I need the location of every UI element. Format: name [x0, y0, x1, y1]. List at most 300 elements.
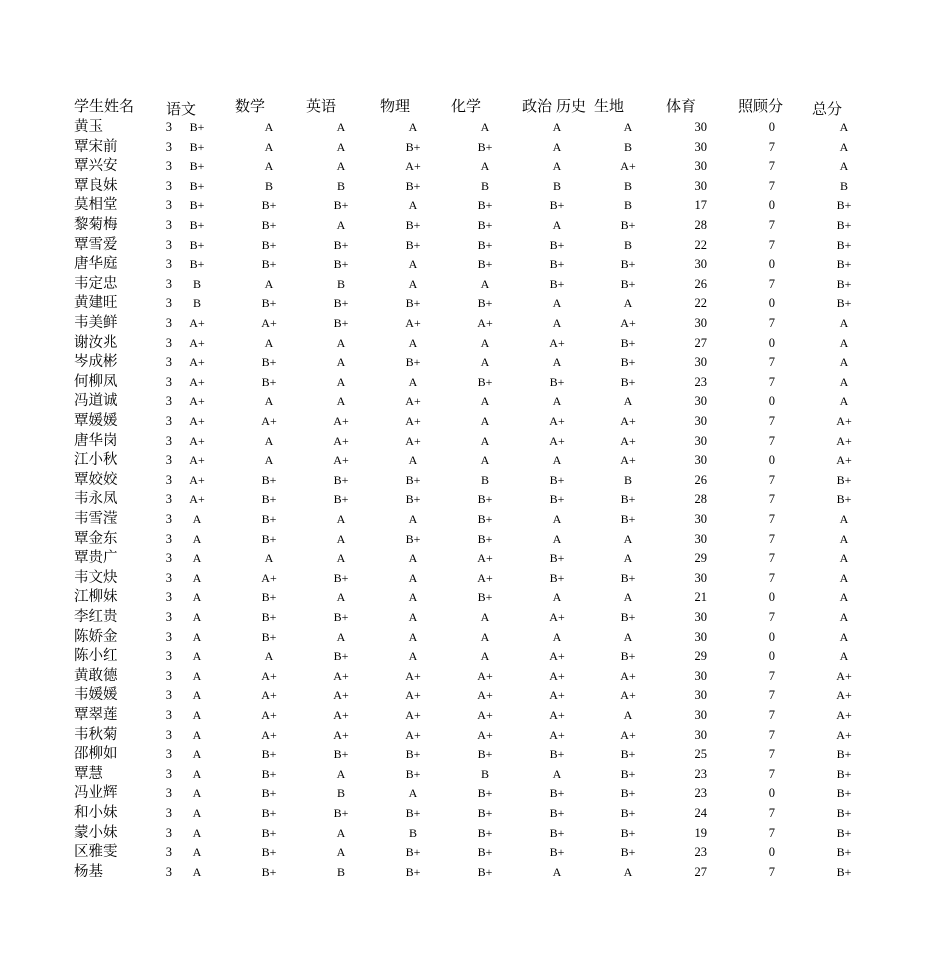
- class-number: 3: [165, 316, 172, 330]
- bonus-score: 7: [768, 688, 775, 703]
- class-number: 3: [165, 257, 172, 272]
- english-grade: B+: [333, 610, 349, 624]
- chinese-grade: A+: [189, 453, 205, 468]
- bonus-score: 0: [768, 120, 775, 134]
- chinese-grade: B+: [189, 139, 205, 154]
- physics-grade: B+: [405, 747, 421, 762]
- politics-history-grade: A: [552, 159, 562, 174]
- chemistry-grade: A: [480, 610, 490, 624]
- class-number: 3: [165, 218, 172, 232]
- chinese-grade: A: [192, 747, 202, 762]
- student-name: 韦秋菊: [74, 726, 118, 743]
- chemistry-grade: B+: [477, 747, 493, 762]
- total-grade: B+: [836, 747, 852, 762]
- english-grade: A+: [333, 668, 349, 683]
- class-number: 3: [165, 512, 172, 526]
- chinese-grade: A: [192, 551, 202, 566]
- chinese-grade: A: [192, 708, 202, 722]
- total-grade: B+: [836, 825, 852, 840]
- physics-grade: A+: [405, 394, 421, 409]
- politics-history-grade: A: [552, 453, 562, 468]
- politics-history-grade: A: [552, 766, 562, 781]
- header-pe: 体育: [666, 97, 697, 115]
- geo-bio-grade: B+: [620, 747, 636, 762]
- physics-grade: A: [408, 610, 418, 624]
- pe-score: 30: [694, 394, 707, 409]
- chemistry-grade: B: [480, 472, 489, 487]
- chemistry-grade: B+: [477, 845, 493, 860]
- pe-score: 22: [694, 296, 707, 311]
- header-english: 英语: [306, 97, 337, 115]
- table-row: [0, 745, 951, 765]
- geo-bio-grade: B+: [620, 649, 636, 664]
- pe-score: 27: [694, 864, 707, 879]
- class-number: 3: [165, 610, 172, 624]
- class-number: 3: [165, 159, 172, 174]
- student-name: 黎菊梅: [74, 217, 118, 233]
- chemistry-grade: B+: [477, 198, 493, 213]
- geo-bio-grade: A: [623, 629, 633, 644]
- pe-score: 29: [694, 551, 707, 566]
- physics-grade: A+: [405, 414, 421, 428]
- chemistry-grade: B+: [477, 257, 493, 272]
- english-grade: B+: [333, 296, 349, 311]
- politics-history-grade: B+: [549, 806, 565, 820]
- total-grade: B+: [836, 786, 852, 801]
- chinese-grade: B: [192, 276, 201, 291]
- class-number: 3: [165, 786, 172, 801]
- class-number: 3: [165, 845, 172, 860]
- geo-bio-grade: B+: [620, 766, 636, 781]
- student-name: 唐华庭: [74, 256, 118, 273]
- student-name: 岑成彬: [74, 354, 118, 371]
- physics-grade: B+: [405, 531, 421, 546]
- table-row: [0, 373, 951, 393]
- politics-history-grade: B+: [549, 747, 565, 762]
- geo-bio-grade: B+: [620, 257, 636, 272]
- class-number: 3: [165, 806, 172, 820]
- politics-history-grade: A: [552, 512, 562, 526]
- bonus-score: 7: [768, 316, 775, 330]
- table-row: [0, 824, 951, 844]
- student-name: 韦永凤: [74, 491, 118, 508]
- math-grade: B+: [261, 845, 277, 860]
- physics-grade: A+: [405, 159, 421, 174]
- math-grade: A+: [261, 708, 277, 722]
- physics-grade: B+: [405, 178, 421, 193]
- header-student-name: 学生姓名: [74, 97, 135, 115]
- bonus-score: 0: [768, 845, 775, 860]
- bonus-score: 7: [768, 610, 775, 624]
- politics-history-grade: A: [552, 394, 562, 409]
- chemistry-grade: A+: [477, 316, 493, 330]
- pe-score: 21: [694, 590, 707, 605]
- pe-score: 30: [694, 727, 707, 742]
- student-name: 覃宋前: [74, 138, 118, 155]
- physics-grade: B: [408, 825, 417, 840]
- pe-score: 17: [694, 198, 707, 213]
- pe-score: 30: [694, 531, 707, 546]
- geo-bio-grade: A+: [620, 433, 636, 448]
- geo-bio-grade: A+: [620, 688, 636, 703]
- table-row: [0, 353, 951, 373]
- politics-history-grade: B+: [549, 472, 565, 487]
- english-grade: B+: [333, 237, 349, 252]
- student-name: 李红贵: [74, 609, 118, 625]
- total-grade: B+: [836, 276, 852, 291]
- politics-history-grade: A: [552, 355, 562, 370]
- pe-score: 30: [694, 178, 707, 193]
- english-grade: A+: [333, 727, 349, 742]
- physics-grade: A: [408, 198, 418, 213]
- physics-grade: A: [408, 257, 418, 272]
- pe-score: 26: [694, 472, 707, 487]
- class-number: 3: [165, 649, 172, 664]
- student-name: 江小秋: [74, 452, 118, 469]
- physics-grade: B+: [405, 237, 421, 252]
- geo-bio-grade: B+: [620, 374, 636, 389]
- header-total: 总分: [812, 100, 843, 118]
- math-grade: A: [264, 453, 274, 468]
- pe-score: 28: [694, 218, 707, 232]
- english-grade: A+: [333, 688, 349, 703]
- bonus-score: 7: [768, 139, 775, 154]
- table-row: [0, 549, 951, 569]
- table-row: [0, 334, 951, 354]
- politics-history-grade: A: [552, 120, 562, 134]
- chinese-grade: A: [192, 864, 202, 879]
- geo-bio-grade: A: [623, 394, 633, 409]
- physics-grade: A: [408, 453, 418, 468]
- pe-score: 26: [694, 276, 707, 291]
- student-name: 冯业辉: [74, 785, 118, 802]
- politics-history-grade: A: [552, 296, 562, 311]
- bonus-score: 0: [768, 786, 775, 801]
- english-grade: A: [336, 512, 346, 526]
- bonus-score: 7: [768, 531, 775, 546]
- student-name: 覃媛媛: [74, 413, 118, 429]
- chemistry-grade: A+: [477, 570, 493, 585]
- chinese-grade: A+: [189, 335, 205, 350]
- chinese-grade: B+: [189, 120, 205, 134]
- total-grade: A: [839, 551, 849, 566]
- geo-bio-grade: A: [623, 708, 633, 722]
- class-number: 3: [165, 825, 172, 840]
- politics-history-grade: B+: [549, 845, 565, 860]
- politics-history-grade: A+: [549, 708, 565, 722]
- table-row: [0, 608, 951, 628]
- geo-bio-grade: B+: [620, 806, 636, 820]
- english-grade: A: [336, 825, 346, 840]
- student-name: 覃金东: [74, 530, 118, 547]
- class-number: 3: [165, 747, 172, 762]
- pe-score: 22: [694, 237, 707, 252]
- total-grade: A: [839, 394, 849, 409]
- physics-grade: B+: [405, 472, 421, 487]
- geo-bio-grade: B+: [620, 355, 636, 370]
- pe-score: 30: [694, 433, 707, 448]
- geo-bio-grade: A+: [620, 453, 636, 468]
- chemistry-grade: A+: [477, 727, 493, 742]
- chinese-grade: A: [192, 688, 202, 703]
- physics-grade: B+: [405, 492, 421, 507]
- table-row: [0, 216, 951, 236]
- geo-bio-grade: A: [623, 120, 633, 134]
- chemistry-grade: B+: [477, 139, 493, 154]
- geo-bio-grade: A: [623, 864, 633, 879]
- bonus-score: 7: [768, 668, 775, 683]
- math-grade: A+: [261, 570, 277, 585]
- geo-bio-grade: A+: [620, 414, 636, 428]
- math-grade: B+: [261, 786, 277, 801]
- math-grade: B+: [261, 492, 277, 507]
- class-number: 3: [165, 198, 172, 213]
- math-grade: A: [264, 120, 274, 134]
- physics-grade: A+: [405, 668, 421, 683]
- student-name: 蒙小妹: [74, 824, 118, 841]
- bonus-score: 0: [768, 629, 775, 644]
- english-grade: A: [336, 355, 346, 370]
- chinese-grade: A: [192, 786, 202, 801]
- chemistry-grade: A: [480, 335, 490, 350]
- bonus-score: 7: [768, 178, 775, 193]
- physics-grade: B+: [405, 845, 421, 860]
- geo-bio-grade: B+: [620, 276, 636, 291]
- student-name: 韦定忠: [74, 275, 118, 292]
- table-row: [0, 569, 951, 589]
- table-row: [0, 275, 951, 295]
- english-grade: A: [336, 590, 346, 605]
- bonus-score: 7: [768, 864, 775, 879]
- total-grade: B+: [836, 492, 852, 507]
- chemistry-grade: B+: [477, 531, 493, 546]
- pe-score: 23: [694, 374, 707, 389]
- math-grade: A: [264, 159, 274, 174]
- physics-grade: A: [408, 374, 418, 389]
- total-grade: A: [839, 629, 849, 644]
- class-number: 3: [165, 296, 172, 311]
- pe-score: 30: [694, 414, 707, 428]
- total-grade: A+: [836, 727, 852, 742]
- student-name: 邵柳如: [74, 746, 118, 763]
- pe-score: 29: [694, 649, 707, 664]
- student-name: 韦文炔: [74, 569, 118, 586]
- pe-score: 19: [694, 825, 707, 840]
- chemistry-grade: B+: [477, 218, 493, 232]
- chemistry-grade: A+: [477, 708, 493, 722]
- english-grade: A: [336, 335, 346, 350]
- physics-grade: A+: [405, 433, 421, 448]
- chinese-grade: B+: [189, 257, 205, 272]
- total-grade: A: [839, 355, 849, 370]
- student-name: 覃贵广: [74, 550, 118, 567]
- geo-bio-grade: B: [623, 139, 632, 154]
- chinese-grade: A: [192, 590, 202, 605]
- chemistry-grade: B+: [477, 296, 493, 311]
- bonus-score: 7: [768, 492, 775, 507]
- english-grade: B+: [333, 257, 349, 272]
- header-chinese: 语文: [166, 100, 197, 118]
- table-row: [0, 432, 951, 452]
- bonus-score: 0: [768, 453, 775, 468]
- pe-score: 23: [694, 845, 707, 860]
- chinese-grade: A: [192, 649, 202, 664]
- geo-bio-grade: A: [623, 296, 633, 311]
- chemistry-grade: A: [480, 433, 490, 448]
- politics-history-grade: A: [552, 139, 562, 154]
- politics-history-grade: B+: [549, 374, 565, 389]
- bonus-score: 7: [768, 355, 775, 370]
- chinese-grade: A+: [189, 492, 205, 507]
- politics-history-grade: A: [552, 864, 562, 879]
- bonus-score: 0: [768, 394, 775, 409]
- student-name: 覃姣姣: [74, 471, 118, 488]
- pe-score: 30: [694, 708, 707, 722]
- english-grade: A: [336, 394, 346, 409]
- bonus-score: 7: [768, 414, 775, 428]
- math-grade: A: [264, 139, 274, 154]
- total-grade: A: [839, 120, 849, 134]
- student-name: 陈小红: [74, 648, 118, 665]
- geo-bio-grade: B: [623, 237, 632, 252]
- math-grade: B+: [261, 747, 277, 762]
- total-grade: A: [839, 531, 849, 546]
- class-number: 3: [165, 276, 172, 291]
- bonus-score: 0: [768, 198, 775, 213]
- geo-bio-grade: B: [623, 198, 632, 213]
- chinese-grade: A: [192, 668, 202, 683]
- math-grade: B+: [261, 257, 277, 272]
- english-grade: B+: [333, 806, 349, 820]
- pe-score: 30: [694, 120, 707, 134]
- class-number: 3: [165, 492, 172, 507]
- physics-grade: A: [408, 276, 418, 291]
- geo-bio-grade: B+: [620, 845, 636, 860]
- pe-score: 30: [694, 688, 707, 703]
- math-grade: B+: [261, 198, 277, 213]
- total-grade: A+: [836, 688, 852, 703]
- physics-grade: B+: [405, 296, 421, 311]
- bonus-score: 0: [768, 590, 775, 605]
- english-grade: A: [336, 845, 346, 860]
- student-name: 莫相堂: [74, 197, 118, 214]
- chinese-grade: A+: [189, 374, 205, 389]
- class-number: 3: [165, 531, 172, 546]
- class-number: 3: [165, 727, 172, 742]
- math-grade: B+: [261, 296, 277, 311]
- table-row: [0, 490, 951, 510]
- total-grade: A: [839, 316, 849, 330]
- student-name: 覃雪爱: [74, 236, 118, 253]
- math-grade: A+: [261, 727, 277, 742]
- english-grade: B+: [333, 747, 349, 762]
- chemistry-grade: B: [480, 766, 489, 781]
- politics-history-grade: B+: [549, 786, 565, 801]
- physics-grade: A+: [405, 688, 421, 703]
- politics-history-grade: A: [552, 629, 562, 644]
- total-grade: B+: [836, 257, 852, 272]
- math-grade: B+: [261, 806, 277, 820]
- table-row: [0, 451, 951, 471]
- total-grade: A+: [836, 668, 852, 683]
- geo-bio-grade: A+: [620, 159, 636, 174]
- student-name: 唐华岗: [74, 432, 118, 449]
- math-grade: B+: [261, 218, 277, 232]
- table-row: [0, 686, 951, 706]
- english-grade: A: [336, 531, 346, 546]
- table-row: [0, 647, 951, 667]
- total-grade: A: [839, 374, 849, 389]
- english-grade: A: [336, 766, 346, 781]
- math-grade: A: [264, 433, 274, 448]
- chemistry-grade: B+: [477, 590, 493, 605]
- class-number: 3: [165, 708, 172, 722]
- chemistry-grade: A: [480, 453, 490, 468]
- chinese-grade: A+: [189, 316, 205, 330]
- total-grade: A: [839, 512, 849, 526]
- chinese-grade: A: [192, 727, 202, 742]
- table-row: [0, 863, 951, 883]
- chemistry-grade: B+: [477, 825, 493, 840]
- geo-bio-grade: A: [623, 531, 633, 546]
- total-grade: B+: [836, 472, 852, 487]
- class-number: 3: [165, 178, 172, 193]
- chinese-grade: B+: [189, 178, 205, 193]
- student-name: 韦美鲜: [74, 315, 118, 331]
- physics-grade: A: [408, 590, 418, 605]
- math-grade: B+: [261, 825, 277, 840]
- header-chemistry: 化学: [451, 97, 482, 115]
- total-grade: A: [839, 649, 849, 664]
- student-name: 覃良妹: [74, 177, 118, 194]
- geo-bio-grade: B+: [620, 335, 636, 350]
- table-row: [0, 314, 951, 334]
- pe-score: 30: [694, 453, 707, 468]
- geo-bio-grade: A: [623, 551, 633, 566]
- politics-history-grade: B+: [549, 825, 565, 840]
- chinese-grade: A+: [189, 433, 205, 448]
- politics-history-grade: B+: [549, 257, 565, 272]
- bonus-score: 0: [768, 649, 775, 664]
- chinese-grade: A: [192, 766, 202, 781]
- english-grade: B+: [333, 492, 349, 507]
- chinese-grade: A: [192, 512, 202, 526]
- student-name: 和小妹: [74, 805, 118, 821]
- physics-grade: A+: [405, 708, 421, 722]
- student-name: 冯道诚: [74, 393, 118, 410]
- class-number: 3: [165, 394, 172, 409]
- total-grade: B+: [836, 198, 852, 213]
- geo-bio-grade: A+: [620, 316, 636, 330]
- chemistry-grade: B: [480, 178, 489, 193]
- table-row: [0, 412, 951, 432]
- math-grade: B+: [261, 472, 277, 487]
- class-number: 3: [165, 237, 172, 252]
- table-row: [0, 138, 951, 158]
- bonus-score: 7: [768, 237, 775, 252]
- pe-score: 30: [694, 139, 707, 154]
- bonus-score: 7: [768, 433, 775, 448]
- politics-history-grade: B: [552, 178, 561, 193]
- math-grade: B+: [261, 766, 277, 781]
- geo-bio-grade: B: [623, 178, 632, 193]
- table-row: [0, 784, 951, 804]
- chinese-grade: B+: [189, 237, 205, 252]
- chemistry-grade: B+: [477, 492, 493, 507]
- table-row: [0, 765, 951, 785]
- student-name: 黄敢德: [74, 667, 118, 684]
- pe-score: 27: [694, 335, 707, 350]
